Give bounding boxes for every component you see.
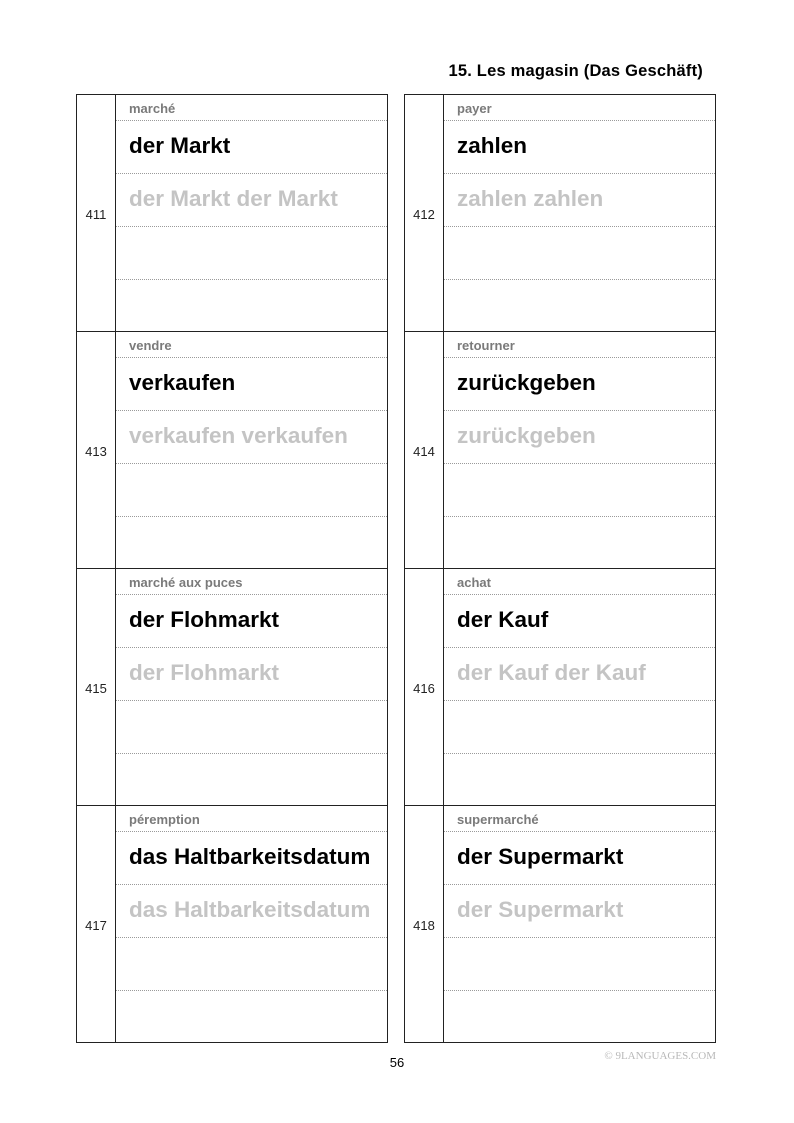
writing-area [116,332,387,568]
blank-writing-line [116,279,387,331]
blank-writing-line [444,990,715,1042]
translation-row [116,569,387,595]
page-title: 15. Les magasin (Das Geschäft) [448,62,703,80]
translation-label: péremption [129,812,200,827]
writing-area [116,806,387,1042]
blank-writing-line [116,937,387,991]
entry-number: 416 [413,681,435,696]
copyright-notice: © 9LANGUAGES.COM [604,1050,716,1062]
trace-row [444,173,715,227]
number-cell [77,806,116,1042]
blank-writing-line [116,463,387,517]
word-row [444,120,715,174]
translation-label: vendre [129,338,172,353]
number-cell [405,806,444,1042]
translation-label: marché aux puces [129,575,243,590]
blank-writing-line [116,753,387,805]
vocab-word: der Kauf [457,607,549,632]
entry-number: 412 [413,207,435,222]
trace-text: zahlen zahlen [457,186,604,211]
entry-number: 415 [85,681,107,696]
word-row [444,357,715,411]
entry-number: 418 [413,918,435,933]
translation-row [116,332,387,358]
blank-writing-line [444,937,715,991]
translation-label: payer [457,101,492,116]
trace-text: zurückgeben [457,423,596,448]
vocab-card [76,331,388,568]
number-cell [405,569,444,805]
number-cell [77,569,116,805]
trace-row [116,173,387,227]
vocab-word: der Markt [129,133,231,158]
blank-writing-line [444,279,715,331]
writing-area [116,95,387,331]
trace-text: der Supermarkt [457,897,624,922]
writing-area [444,95,715,331]
translation-label: achat [457,575,491,590]
blank-writing-line [444,700,715,754]
trace-row [116,647,387,701]
vocab-word: der Supermarkt [457,844,624,869]
word-row [116,120,387,174]
word-row [116,831,387,885]
word-row [444,594,715,648]
entry-number: 414 [413,444,435,459]
blank-writing-line [116,516,387,568]
blank-writing-line [444,463,715,517]
right-column [404,94,716,1042]
vocab-card [76,805,388,1043]
trace-text: der Kauf der Kauf [457,660,646,685]
vocab-card [404,805,716,1043]
translation-label: marché [129,101,176,116]
blank-writing-line [116,700,387,754]
vocab-word: zurückgeben [457,370,596,395]
number-cell [405,332,444,568]
trace-row [444,410,715,464]
entry-number: 413 [85,444,107,459]
word-row [116,357,387,411]
vocab-card [404,94,716,331]
word-row [444,831,715,885]
blank-writing-line [444,516,715,568]
trace-text: verkaufen verkaufen [129,423,348,448]
writing-area [116,569,387,805]
number-cell [405,95,444,331]
word-row [116,594,387,648]
writing-area [444,569,715,805]
vocab-word: zahlen [457,133,528,158]
translation-row [444,95,715,121]
number-cell [77,332,116,568]
trace-row [444,647,715,701]
entry-number: 411 [85,207,107,222]
translation-row [444,332,715,358]
translation-row [116,806,387,832]
number-cell [77,95,116,331]
vocab-word: der Flohmarkt [129,607,280,632]
trace-row [444,884,715,938]
translation-row [116,95,387,121]
trace-row [116,410,387,464]
page-number: 56 [389,1055,405,1070]
entry-number: 417 [85,918,107,933]
translation-label: retourner [457,338,515,353]
left-column [76,94,388,1042]
vocab-card [404,331,716,568]
translation-row [444,569,715,595]
trace-row [116,884,387,938]
trace-text: das Haltbarkeitsdatum [129,897,371,922]
writing-area [444,806,715,1042]
translation-row [444,806,715,832]
vocab-card [76,568,388,805]
trace-text: der Flohmarkt [129,660,280,685]
writing-area [444,332,715,568]
vocab-word: das Haltbarkeitsdatum [129,844,371,869]
blank-writing-line [116,990,387,1042]
vocab-word: verkaufen [129,370,236,395]
vocab-card [76,94,388,331]
translation-label: supermarché [457,812,539,827]
blank-writing-line [116,226,387,280]
vocab-card [404,568,716,805]
blank-writing-line [444,226,715,280]
trace-text: der Markt der Markt [129,186,338,211]
blank-writing-line [444,753,715,805]
